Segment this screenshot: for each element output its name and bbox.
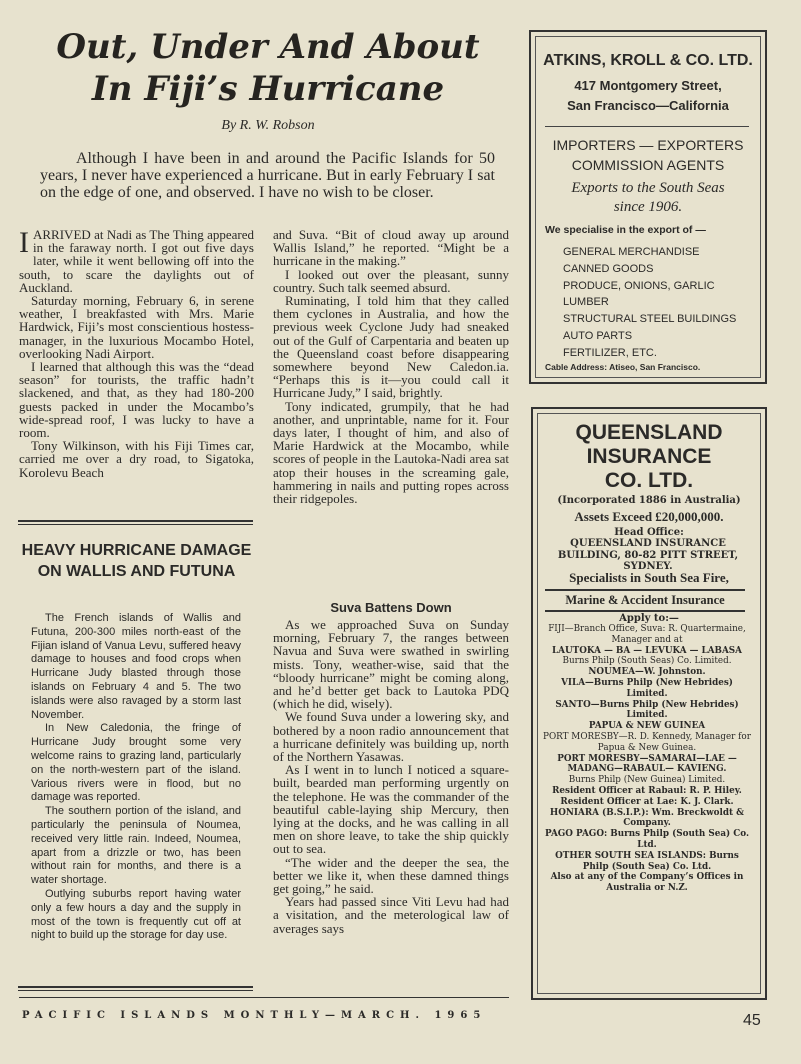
ad-specialists: Specialists in South Sea Fire, [569,570,729,585]
agent-entry: NOUMEA—W. Johnston. [588,667,706,678]
paragraph: Tony indicated, grumpily, that he had another, and unprintable, name for it. Four days later, I thought of him, and also of Marie Hardwick at the Mocambo, while scores of people in the Lautoka-Nadi area sat atop their houses in the screaming gale, hammering in nails and putting ropes across their ridgepoles. [273,398,509,507]
ad-name-line: INSURANCE [586,445,712,468]
paragraph: We found Suva under a lowering sky, and bothered by a noon radio announcement that a hurricane definitely was building up, north of the Northern Yasawas. [273,709,509,765]
article-column-2-continued [273,618,509,935]
agent-entry: Resident Officer at Rabaul: R. P. Hiley. [552,785,742,796]
ad-name-line: CO. LTD. [604,469,694,492]
agent-entry: Burns Philp (South Seas) Co. Limited. [562,656,732,667]
ad-queensland-insurance [531,407,767,1000]
sidebar-body [31,612,241,943]
paragraph: As we approached Suva on Sunday morning, February 7, the ranges between Navua and Suva were swathed in swirling mists. Tony, weather-wise, said that the “bloody hurricane” might be coming along, and he’d better get back to Lautoka PDQ (which he did, wisely). [273,617,509,712]
paragraph: The French islands of Wallis and Futuna, 200-300 miles north-east of the Fijian island of Vanua Levu, suffered heavy damage to houses and food crops when Hurricane Judy blasted through those islands on February 4 and 5. The two islands were also ravaged by a storm last November. [31,612,241,721]
paragraph: “The wider and the deeper the sea, the better we like it, when these damned things get going,” he said. [273,854,509,897]
drop-cap: I [19,226,29,259]
ad-assets: Assets Exceed £20,000,000. [574,509,724,524]
paragraph: I learned that although this was the “dead season” for tourists, the traffic hadn’t slackened, and that, as they had 180-200 guests packed in under the Mocambo’s wide-spread roof, I was lucky to have a room. [19,359,254,441]
divider [18,986,253,991]
list-item: STRUCTURAL STEEL BUILDINGS [563,313,737,326]
agent-entry: LAUTOKA — BA — LEVUKA — LABASA [552,645,742,656]
agent-entry: SANTO—Burns Philp (New Hebrides) Limited. [555,699,739,721]
list-item: PRODUCE, ONIONS, GARLIC [563,279,715,292]
agent-entry: FIJI—Branch Office, Suva: R. Quartermaine, Manager and at [548,624,746,645]
agent-entry: VILA—Burns Philp (New Hebrides) Limited. [561,677,733,699]
ad-head-office-label: Head Office: [614,527,684,538]
ad-apply: Apply to:— [619,613,679,624]
agent-entry: PORT MORESBY—SAMARAI—LAE —MADANG—RABAUL— KAVIENG. [557,753,737,775]
paragraph: The southern portion of the island, and particularly the peninsula of Noumea, received very little rain. Indeed, Noumea, apart from a drizzle or two, has been without rain for months, and there is a water shortage. [31,805,241,887]
paragraph: I looked out over the pleasant, sunny country. Such talk seemed absurd. [273,266,509,295]
ad-address-line: San Francisco—California [567,98,729,113]
ad-separator [545,126,749,127]
agent-entry: Resident Officer at Lae: K. J. Clark. [560,796,734,807]
ad-specialise: We specialise in the export of — [545,224,706,236]
list-item: LUMBER [563,296,609,309]
ad-incorporated: (Incorporated 1886 in Australia) [557,495,741,506]
agent-entry: PAPUA & NEW GUINEA [588,721,706,732]
agent-entry: Also at any of the Company’s Offices in Australia or N.Z. [550,872,744,894]
list-item: GENERAL MERCHANDISE [563,246,700,258]
agent-entry: OTHER SOUTH SEA ISLANDS: Burns Philp (South Sea) Co. Ltd. [555,850,739,872]
ad-product-list [563,244,753,362]
lead-paragraph [40,150,495,201]
agent-entry: PORT MORESBY—R. D. Kennedy, Manager for Papua & New Guinea. [543,731,751,753]
ad-atkins-kroll [529,30,767,384]
ad-since: since 1906. [613,199,683,215]
agent-entry: HONIARA (B.S.I.P.): Wm. Breckwoldt & Company. [549,807,745,829]
list-item: CANNED GOODS [563,262,654,275]
byline: By R. W. Robson [221,118,315,133]
list-item: AUTO PARTS [563,329,633,342]
paragraph: and Suva. “Bit of cloud away up around Wallis Island,” he reported. “Might be a hurricane in the making.” [273,227,509,269]
ad-company-name [533,421,765,493]
ad-marine-banner: Marine & Accident Insurance [545,589,745,612]
article-column-2 [273,228,509,505]
paragraph: ARRIVED at Nadi as The Thing appeared in the faraway north. I got out five days later, while it went bellowing off into the south, to scare the daylights out of Auckland. [19,227,254,295]
paragraph: Years had passed since Viti Levu had had a visitation, and the meterological law of averages says [273,894,509,936]
article-title-line1: Out, Under And About [56,27,480,67]
article-column-1 [19,228,254,479]
sidebar-heading: HEAVY HURRICANE DAMAGE ON WALLIS AND FUTUNA [21,542,252,580]
paragraph: In New Caledonia, the fringe of Hurricane Judy brought some very welcome rains to grazing land, particularly on the north-western part of the island. Various rivers were in flood, but no damage was reported. [31,722,241,804]
list-item: FERTILIZER, ETC. [563,346,657,359]
page-number: 45 [743,1012,761,1029]
paragraph: Outlying suburbs report having water only a few hours a day and the supply in most of the town is frequently cut off at night to build up the storage for day use. [31,887,241,942]
footer-masthead: PACIFIC ISLANDS MONTHLY—MARCH. 1965 [22,1010,487,1021]
agent-entry: Burns Philp (New Guinea) Limited. [568,775,726,786]
agent-entry: PAGO PAGO: Burns Philp (South Sea) Co. Ltd. [544,829,750,850]
ad-agent-list [541,624,753,894]
section-subhead: Suva Battens Down [330,600,452,615]
ad-name-line: QUEENSLAND [575,421,723,444]
paragraph: As I went in to lunch I noticed a square-built, bearded man performing urgently on the telephone. He was the commander of the beautiful cable-laying ship Mercury, then lying at the docks, and he was calling in all men on shore leave, to take the ship quickly out to sea. [273,762,509,857]
article-title [18,26,518,110]
ad-address-line: 417 Montgomery Street, [574,78,722,93]
divider [18,520,253,525]
ad-agents: COMMISSION AGENTS [571,157,725,173]
paragraph: Ruminating, I told him that they called them cyclones in Australia, and how the previous week Cyclone Judy had sneaked out of the Gulf of Carpentaria and beaten up the Queensland coast before disappearing somewhere beyond New Caledon.ia. “Perhaps this is it—you could call it Hurricane Judy,” I said, brightly. [273,293,509,401]
ad-head-office: QUEENSLAND INSURANCE BUILDING, 80-82 PITT STREET, SYDNEY. [557,538,739,572]
ad-exports: Exports to the South Seas [571,180,725,196]
article-title-line2: In Fiji’s Hurricane [91,69,445,109]
ad-importers: IMPORTERS — EXPORTERS [552,137,744,153]
paragraph: Saturday morning, February 6, in serene weather, I breakfasted with Mrs. Marie Hardwick, Fiji’s most conscientious hostess-manager, in the luxurious Mocambo Hotel, overlooking Nadi Airport. [19,293,254,361]
footer-rule [19,997,509,998]
lead-text: Although I have been in and around the Pacific Islands for 50 years, I never have experienced a hurricane. But in early February I sat on the edge of one, and observed. I have no wish to be closer. [40,150,495,201]
paragraph: Tony Wilkinson, with his Fiji Times car, carried me over a dry road, to Sigatoka, Korolevu Beach [19,438,254,480]
ad-company-name: ATKINS, KROLL & CO. LTD. [543,52,753,69]
ad-cable-address: Cable Address: Atiseo, San Francisco. [545,362,701,372]
